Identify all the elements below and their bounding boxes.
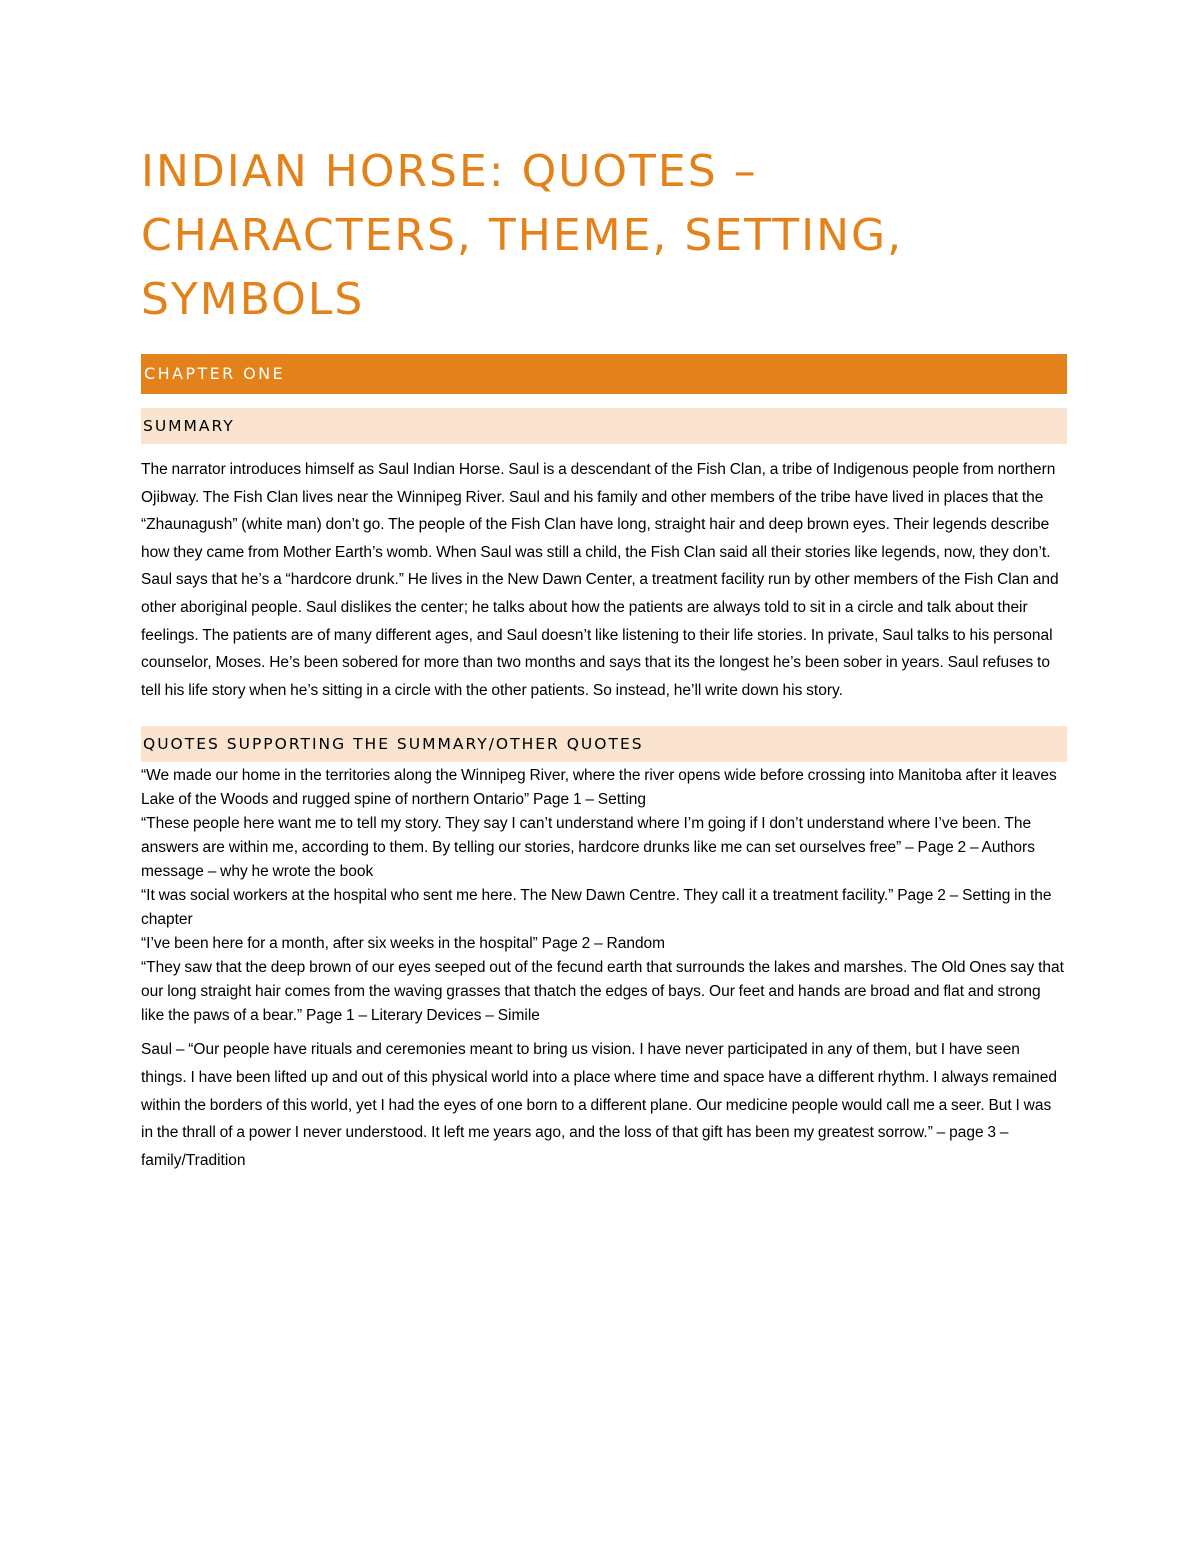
quote-item: “These people here want me to tell my story. They say I can’t understand where I’m going if I don’t understand where I’ve been. The answers are within me, according to them. By telling our stories, hardcore drunks like me can set ourselves free” – Page 2 – Authors message – why he wrote the book bbox=[141, 815, 1035, 881]
document-page bbox=[141, 140, 1067, 1174]
summary-paragraph: The narrator introduces himself as Saul Indian Horse. Saul is a descendant of the Fish Clan, a tribe of Indigenous people from northern Ojibway. The Fish Clan lives near the Winnipeg River. Saul and his family and other members of the tribe have lived in places that the “Zhaunagush” (white man) don’t go. The people of the Fish Clan have long, straight hair and deep brown eyes. Their legends describe how they came from Mother Earth’s womb. When Saul was still a child, the Fish Clan said all their stories like legends, now, they don’t. Saul says that he’s a “hardcore drunk.” He lives in the New Dawn Center, a treatment facility run by other members of the Fish Clan and other aboriginal people. Saul dislikes the center; he talks about how the patients are always told to sit in a circle and talk about their feelings. The patients are of many different ages, and Saul doesn’t like listening to their life stories. In private, Saul talks to his personal counselor, Moses. He’s been sobered for more than two months and says that its the longest he’s been sober in years. Saul refuses to tell his life story when he’s sitting in a circle with the other patients. So instead, he’ll write down his story. bbox=[141, 461, 1059, 699]
document-title: INDIAN HORSE: QUOTES – CHARACTERS, THEME, SETTING, SYMBOLS bbox=[141, 146, 904, 325]
saul-quote-paragraph: Saul – “Our people have rituals and ceremonies meant to bring us vision. I have never participated in any of them, but I have seen things. I have been lifted up and out of this physical world into a place where time and space have a different rhythm. I always remained within the borders of this world, yet I had the eyes of one born to a different plane. Our medicine people would call me a seer. But I was in the thrall of a power I never understood. It left me years ago, and the loss of that gift has been my greatest sorrow.” – page 3 – family/Tradition bbox=[141, 1041, 1058, 1169]
summary-heading: SUMMARY bbox=[141, 408, 1067, 444]
quotes-list bbox=[141, 764, 1067, 1028]
quote-item: “We made our home in the territories along the Winnipeg River, where the river opens wide before crossing into Manitoba after it leaves Lake of the Woods and rugged spine of northern Ontario” Page 1 – Setting bbox=[141, 767, 1057, 809]
quotes-heading: QUOTES SUPPORTING THE SUMMARY/OTHER QUOTES bbox=[141, 726, 1067, 762]
quote-item: “It was social workers at the hospital who sent me here. The New Dawn Centre. They call it a treatment facility.” Page 2 – Setting in the chapter bbox=[141, 887, 1052, 929]
chapter-heading: CHAPTER ONE bbox=[141, 354, 1067, 394]
quote-item: “They saw that the deep brown of our eyes seeped out of the fecund earth that surrounds the lakes and marshes. The Old Ones say that our long straight hair comes from the waving grasses that thatch the edges of bays. Our feet and hands are broad and flat and strong like the paws of a bear.” Page 1 – Literary Devices – Simile bbox=[141, 959, 1064, 1025]
quote-item: “I’ve been here for a month, after six weeks in the hospital” Page 2 – Random bbox=[141, 935, 666, 953]
